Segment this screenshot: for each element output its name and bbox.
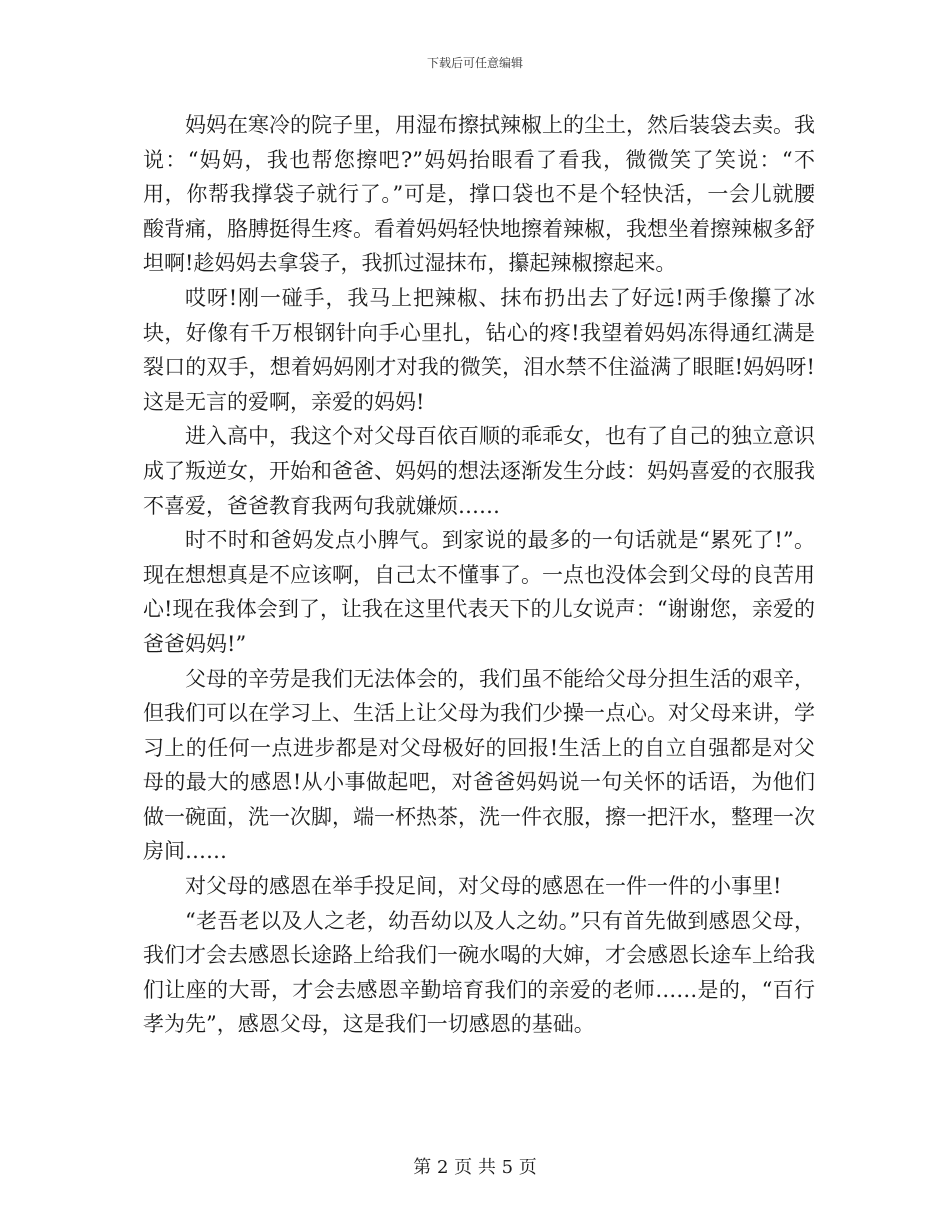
paragraph-4: 时不时和爸妈发点小脾气。到家说的最多的一句话就是“累死了!”。现在想想真是不应该啊，自己太不懂事了。一点也没体会到父母的良苦用心!现在我体会到了，让我在这里代表天下的儿女说声：“谢谢您，亲爱的爸爸妈妈!”	[143, 528, 815, 656]
page-number-footer: 第 2 页 共 5 页	[413, 1157, 537, 1178]
paragraph-1: 妈妈在寒冷的院子里，用湿布擦拭辣椒上的尘土，然后装袋去卖。我说：“妈妈，我也帮您擦吧?”妈妈抬眼看了看我，微微笑了笑说：“不用，你帮我撑袋子就行了。”可是，撑口袋也不是个轻快活，一会儿就腰酸背痛，胳膊挺得生疼。看着妈妈轻快地擦着辣椒，我想坐着擦辣椒多舒坦啊!趁妈妈去拿袋子，我抓过湿抹布，攥起辣椒擦起来。	[143, 113, 815, 276]
page-header: 下载后可任意编辑	[426, 56, 523, 70]
paragraph-6: 对父母的感恩在举手投足间，对父母的感恩在一件一件的小事里!	[185, 874, 782, 899]
paragraph-3: 进入高中，我这个对父母百依百顺的乖乖女，也有了自己的独立意识成了叛逆女，开始和爸爸、妈妈的想法逐渐发生分歧：妈妈喜爱的衣服我不喜爱，爸爸教育我两句我就嫌烦……	[143, 424, 815, 518]
paragraph-7: “老吾老以及人之老，幼吾幼以及人之幼。”只有首先做到感恩父母，我们才会去感恩长途路上给我们一碗水喝的大婶，才会感恩长途车上给我们让座的大哥，才会去感恩辛勤培育我们的亲爱的老师……是的，“百行孝为先”，感恩父母，这是我们一切感恩的基础。	[143, 908, 815, 1037]
document-body	[143, 108, 815, 1042]
paragraph-2: 哎呀!刚一碰手，我马上把辣椒、抹布扔出去了好远!两手像攥了冰块，好像有千万根钢针向手心里扎，钻心的疼!我望着妈妈冻得通红满是裂口的双手，想着妈妈刚才对我的微笑，泪水禁不住溢满了眼眶!妈妈呀!这是无言的爱啊，亲爱的妈妈!	[143, 285, 815, 414]
paragraph-5: 父母的辛劳是我们无法体会的，我们虽不能给父母分担生活的艰辛，但我们可以在学习上、生活上让父母为我们少操一点心。对父母来讲，学习上的任何一点进步都是对父母极好的回报!生活上的自立自强都是对父母的最大的感恩!从小事做起吧，对爸爸妈妈说一句关怀的话语，为他们做一碗面，洗一次脚，端一杯热茶，洗一件衣服，擦一把汗水，整理一次房间……	[143, 666, 815, 864]
